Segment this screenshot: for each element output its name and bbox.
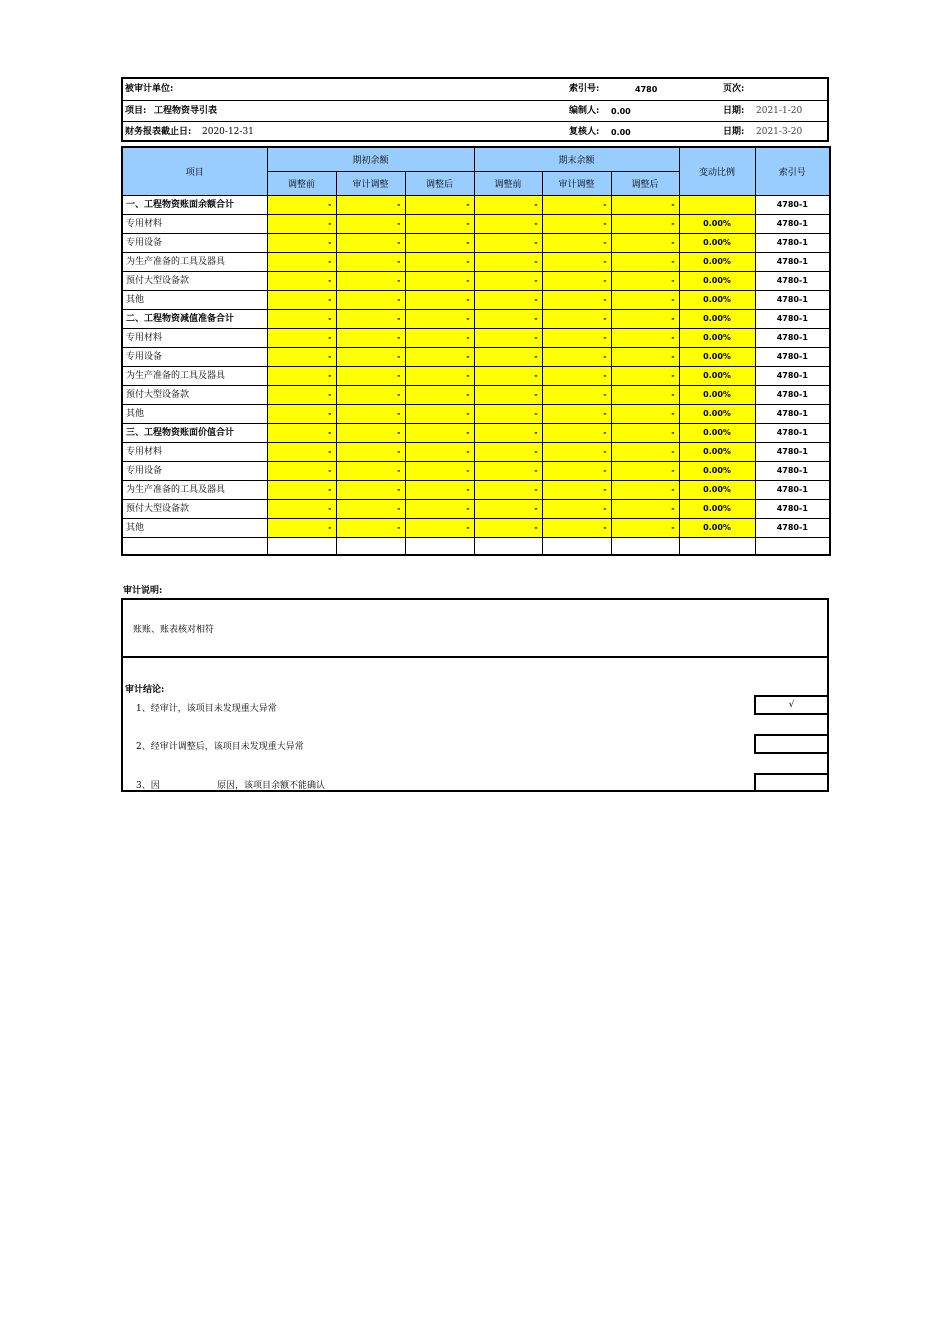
- row-index-ref: 4780-1: [755, 366, 830, 385]
- row-amount-cell: -: [405, 461, 474, 480]
- col-header-end-before: 调整前: [474, 171, 542, 195]
- row-amount-cell: -: [611, 404, 679, 423]
- row-change-ratio: 0.00%: [679, 404, 755, 423]
- row-change-ratio: 0.00%: [679, 480, 755, 499]
- audit-conclusion-title: 审计结论:: [125, 685, 165, 695]
- row-amount-cell: -: [405, 214, 474, 233]
- row-change-ratio: 0.00%: [679, 366, 755, 385]
- table-body: [122, 195, 830, 555]
- row-index-ref: 4780-1: [755, 442, 830, 461]
- row-amount-cell: -: [611, 271, 679, 290]
- row-amount-cell: -: [542, 290, 611, 309]
- row-amount-cell: -: [474, 499, 542, 518]
- row-item-name: 专用材料: [122, 442, 267, 461]
- row-index-ref: 4780-1: [755, 385, 830, 404]
- row-amount-cell: -: [336, 328, 405, 347]
- row-amount-cell: -: [336, 271, 405, 290]
- row-item-name: 其他: [122, 404, 267, 423]
- row-amount-cell: -: [611, 214, 679, 233]
- row-amount-cell: -: [474, 347, 542, 366]
- row-amount-cell: -: [405, 385, 474, 404]
- table-row: [122, 385, 830, 404]
- row-amount-cell: -: [336, 404, 405, 423]
- row-amount-cell: -: [542, 328, 611, 347]
- table-row: [122, 461, 830, 480]
- row-amount-cell: -: [474, 385, 542, 404]
- row-amount-cell: -: [542, 271, 611, 290]
- row-amount-cell: -: [542, 461, 611, 480]
- row-change-ratio: 0.00%: [679, 461, 755, 480]
- row-amount-cell: -: [474, 328, 542, 347]
- row-amount-cell: -: [474, 309, 542, 328]
- row-amount-cell: -: [611, 518, 679, 537]
- col-header-begin-after: 调整后: [405, 171, 474, 195]
- row-amount-cell: -: [405, 480, 474, 499]
- row-index-ref: 4780-1: [755, 423, 830, 442]
- row-amount-cell: -: [336, 366, 405, 385]
- page-number-label: 页次:: [723, 84, 745, 94]
- row-amount-cell: -: [542, 233, 611, 252]
- row-amount-cell: -: [542, 195, 611, 214]
- row-item-name: 其他: [122, 518, 267, 537]
- row-index-ref: 4780-1: [755, 290, 830, 309]
- row-index-ref: 4780-1: [755, 499, 830, 518]
- row-amount-cell: -: [611, 385, 679, 404]
- row-amount-cell: -: [542, 442, 611, 461]
- row-amount-cell: -: [336, 518, 405, 537]
- header-row-project: [123, 100, 827, 122]
- row-change-ratio: 0.00%: [679, 233, 755, 252]
- period-end-value: 2020-12-31: [202, 127, 254, 137]
- row-amount-cell: -: [542, 347, 611, 366]
- blank-cell: [267, 537, 336, 555]
- row-amount-cell: -: [267, 518, 336, 537]
- row-amount-cell: -: [611, 233, 679, 252]
- row-amount-cell: -: [336, 442, 405, 461]
- row-amount-cell: -: [336, 499, 405, 518]
- row-amount-cell: -: [542, 404, 611, 423]
- table-row: [122, 518, 830, 537]
- row-change-ratio: 0.00%: [679, 252, 755, 271]
- row-amount-cell: -: [267, 252, 336, 271]
- row-amount-cell: -: [611, 252, 679, 271]
- row-amount-cell: -: [611, 328, 679, 347]
- row-amount-cell: -: [474, 480, 542, 499]
- project-value: 工程物资导引表: [154, 106, 218, 116]
- blank-cell: [336, 537, 405, 555]
- header-info-box: [121, 77, 829, 142]
- row-amount-cell: -: [267, 290, 336, 309]
- row-item-name: 专用设备: [122, 461, 267, 480]
- row-amount-cell: -: [405, 290, 474, 309]
- row-item-name: 预付大型设备款: [122, 271, 267, 290]
- row-amount-cell: -: [611, 461, 679, 480]
- row-amount-cell: -: [405, 271, 474, 290]
- row-amount-cell: -: [542, 366, 611, 385]
- row-index-ref: 4780-1: [755, 461, 830, 480]
- row-amount-cell: -: [267, 214, 336, 233]
- row-index-ref: 4780-1: [755, 271, 830, 290]
- conclusion-item-1: 1、经审计，该项目未发现重大异常: [136, 704, 277, 714]
- row-amount-cell: -: [474, 233, 542, 252]
- row-change-ratio: 0.00%: [679, 423, 755, 442]
- row-amount-cell: -: [336, 347, 405, 366]
- reviewed-date-label: 日期:: [723, 127, 745, 137]
- table-row: [122, 499, 830, 518]
- table-row: [122, 214, 830, 233]
- row-amount-cell: -: [611, 366, 679, 385]
- row-amount-cell: -: [542, 214, 611, 233]
- row-amount-cell: -: [542, 385, 611, 404]
- row-item-name: 预付大型设备款: [122, 385, 267, 404]
- conclusion-checkbox-3[interactable]: [754, 773, 829, 792]
- row-amount-cell: -: [336, 252, 405, 271]
- row-index-ref: 4780-1: [755, 233, 830, 252]
- row-amount-cell: -: [474, 461, 542, 480]
- row-amount-cell: -: [267, 309, 336, 328]
- blank-cell: [474, 537, 542, 555]
- blank-cell: [611, 537, 679, 555]
- row-amount-cell: -: [611, 290, 679, 309]
- row-amount-cell: -: [474, 195, 542, 214]
- reviewed-date-value: 2021-3-20: [756, 127, 803, 137]
- table-row: [122, 442, 830, 461]
- table-row: [122, 271, 830, 290]
- table-row: [122, 195, 830, 214]
- table-row: [122, 480, 830, 499]
- conclusion-item-3: 3、因 原因，该项目余额不能确认: [136, 781, 325, 791]
- blank-cell: [755, 537, 830, 555]
- row-amount-cell: -: [474, 290, 542, 309]
- row-amount-cell: -: [405, 233, 474, 252]
- col-header-end-after: 调整后: [611, 171, 679, 195]
- row-change-ratio: 0.00%: [679, 499, 755, 518]
- table-row: [122, 423, 830, 442]
- row-change-ratio: 0.00%: [679, 385, 755, 404]
- table-row: [122, 404, 830, 423]
- row-amount-cell: -: [336, 233, 405, 252]
- row-change-ratio: 0.00%: [679, 271, 755, 290]
- preparer-value: 0.00: [611, 107, 631, 116]
- row-amount-cell: -: [336, 480, 405, 499]
- row-item-name: 专用设备: [122, 347, 267, 366]
- project-label: 项目:: [125, 106, 147, 116]
- conclusion-checkbox-2[interactable]: [754, 734, 829, 754]
- row-amount-cell: -: [611, 499, 679, 518]
- table-row: [122, 366, 830, 385]
- row-item-name: 一、工程物资账面余额合计: [122, 195, 267, 214]
- row-index-ref: 4780-1: [755, 347, 830, 366]
- row-amount-cell: -: [611, 309, 679, 328]
- row-amount-cell: -: [611, 423, 679, 442]
- header-row-period: [123, 121, 827, 143]
- row-item-name: 专用材料: [122, 214, 267, 233]
- row-amount-cell: -: [336, 309, 405, 328]
- row-item-name: 专用设备: [122, 233, 267, 252]
- row-amount-cell: -: [336, 195, 405, 214]
- row-amount-cell: -: [474, 366, 542, 385]
- row-change-ratio: 0.00%: [679, 518, 755, 537]
- row-amount-cell: -: [336, 214, 405, 233]
- blank-cell: [405, 537, 474, 555]
- row-amount-cell: -: [611, 480, 679, 499]
- row-amount-cell: -: [267, 385, 336, 404]
- lead-schedule-table: [121, 146, 831, 556]
- table-row: [122, 252, 830, 271]
- row-amount-cell: -: [267, 347, 336, 366]
- table-row: [122, 328, 830, 347]
- row-amount-cell: -: [336, 290, 405, 309]
- preparer-label: 编制人:: [569, 106, 600, 116]
- row-amount-cell: -: [474, 252, 542, 271]
- row-item-name: 二、工程物资减值准备合计: [122, 309, 267, 328]
- row-item-name: 为生产准备的工具及器具: [122, 480, 267, 499]
- row-amount-cell: -: [405, 404, 474, 423]
- row-index-ref: 4780-1: [755, 252, 830, 271]
- row-change-ratio: 0.00%: [679, 347, 755, 366]
- reviewer-value: 0.00: [611, 128, 631, 137]
- col-group-beginning-balance: 期初余额: [267, 147, 474, 171]
- row-amount-cell: -: [405, 423, 474, 442]
- row-amount-cell: -: [405, 252, 474, 271]
- row-index-ref: 4780-1: [755, 214, 830, 233]
- row-item-name: 其他: [122, 290, 267, 309]
- row-amount-cell: -: [542, 309, 611, 328]
- row-amount-cell: -: [267, 423, 336, 442]
- row-change-ratio: 0.00%: [679, 290, 755, 309]
- row-amount-cell: -: [474, 214, 542, 233]
- period-end-label: 财务报表截止日:: [125, 127, 192, 137]
- row-change-ratio: 0.00%: [679, 328, 755, 347]
- row-index-ref: 4780-1: [755, 480, 830, 499]
- audit-notes-title: 审计说明:: [123, 586, 163, 596]
- row-item-name: 预付大型设备款: [122, 499, 267, 518]
- conclusion-item-2: 2、经审计调整后，该项目未发现重大异常: [136, 742, 304, 752]
- row-change-ratio: 0.00%: [679, 309, 755, 328]
- row-amount-cell: -: [474, 271, 542, 290]
- row-amount-cell: -: [405, 328, 474, 347]
- row-amount-cell: -: [267, 271, 336, 290]
- row-amount-cell: -: [611, 347, 679, 366]
- col-group-ending-balance: 期末余额: [474, 147, 679, 171]
- row-amount-cell: -: [542, 252, 611, 271]
- blank-cell: [542, 537, 611, 555]
- audit-description-text: 账账、账表核对相符: [133, 625, 215, 635]
- row-item-name: 为生产准备的工具及器具: [122, 252, 267, 271]
- col-header-index: 索引号: [755, 147, 830, 195]
- table-row: [122, 290, 830, 309]
- table-row: [122, 309, 830, 328]
- row-amount-cell: -: [267, 366, 336, 385]
- row-amount-cell: -: [267, 480, 336, 499]
- row-change-ratio: 0.00%: [679, 214, 755, 233]
- row-amount-cell: -: [611, 442, 679, 461]
- audited-unit-label: 被审计单位:: [125, 84, 174, 94]
- header-row-unit: [123, 79, 827, 100]
- row-amount-cell: -: [336, 423, 405, 442]
- row-change-ratio: 0.00%: [679, 442, 755, 461]
- prepared-date-value: 2021-1-20: [756, 106, 803, 116]
- row-item-name: 三、工程物资账面价值合计: [122, 423, 267, 442]
- table-row: [122, 347, 830, 366]
- row-amount-cell: -: [336, 385, 405, 404]
- row-index-ref: 4780-1: [755, 309, 830, 328]
- row-amount-cell: -: [267, 195, 336, 214]
- row-amount-cell: -: [405, 309, 474, 328]
- row-amount-cell: -: [267, 442, 336, 461]
- row-index-ref: 4780-1: [755, 195, 830, 214]
- row-amount-cell: -: [267, 328, 336, 347]
- row-amount-cell: -: [474, 404, 542, 423]
- row-amount-cell: -: [405, 518, 474, 537]
- col-header-item: 项目: [122, 147, 267, 195]
- col-header-begin-adjust: 审计调整: [336, 171, 405, 195]
- col-header-end-adjust: 审计调整: [542, 171, 611, 195]
- row-amount-cell: -: [405, 195, 474, 214]
- blank-cell: [122, 537, 267, 555]
- row-amount-cell: -: [474, 442, 542, 461]
- row-index-ref: 4780-1: [755, 328, 830, 347]
- col-header-change-ratio: 变动比例: [679, 147, 755, 195]
- row-amount-cell: -: [267, 499, 336, 518]
- blank-cell: [679, 537, 755, 555]
- table-row: [122, 233, 830, 252]
- row-amount-cell: -: [405, 499, 474, 518]
- row-amount-cell: -: [336, 461, 405, 480]
- col-header-begin-before: 调整前: [267, 171, 336, 195]
- index-number-value: 4780: [635, 85, 658, 94]
- prepared-date-label: 日期:: [723, 106, 745, 116]
- row-amount-cell: -: [405, 442, 474, 461]
- row-index-ref: 4780-1: [755, 404, 830, 423]
- row-index-ref: 4780-1: [755, 518, 830, 537]
- row-amount-cell: -: [542, 499, 611, 518]
- row-amount-cell: -: [474, 518, 542, 537]
- index-number-label: 索引号:: [569, 84, 600, 94]
- reviewer-label: 复核人:: [569, 127, 600, 137]
- row-item-name: 专用材料: [122, 328, 267, 347]
- row-amount-cell: -: [267, 233, 336, 252]
- row-amount-cell: -: [611, 195, 679, 214]
- row-amount-cell: -: [267, 461, 336, 480]
- table-row-blank: [122, 537, 830, 555]
- row-amount-cell: -: [405, 347, 474, 366]
- row-amount-cell: -: [405, 366, 474, 385]
- row-change-ratio: [679, 195, 755, 214]
- row-item-name: 为生产准备的工具及器具: [122, 366, 267, 385]
- audit-notes-box: [121, 598, 829, 792]
- row-amount-cell: -: [542, 423, 611, 442]
- row-amount-cell: -: [542, 518, 611, 537]
- row-amount-cell: -: [474, 423, 542, 442]
- audit-description-area: [123, 600, 827, 658]
- conclusion-checkbox-1[interactable]: √: [754, 695, 829, 715]
- row-amount-cell: -: [267, 404, 336, 423]
- row-amount-cell: -: [542, 480, 611, 499]
